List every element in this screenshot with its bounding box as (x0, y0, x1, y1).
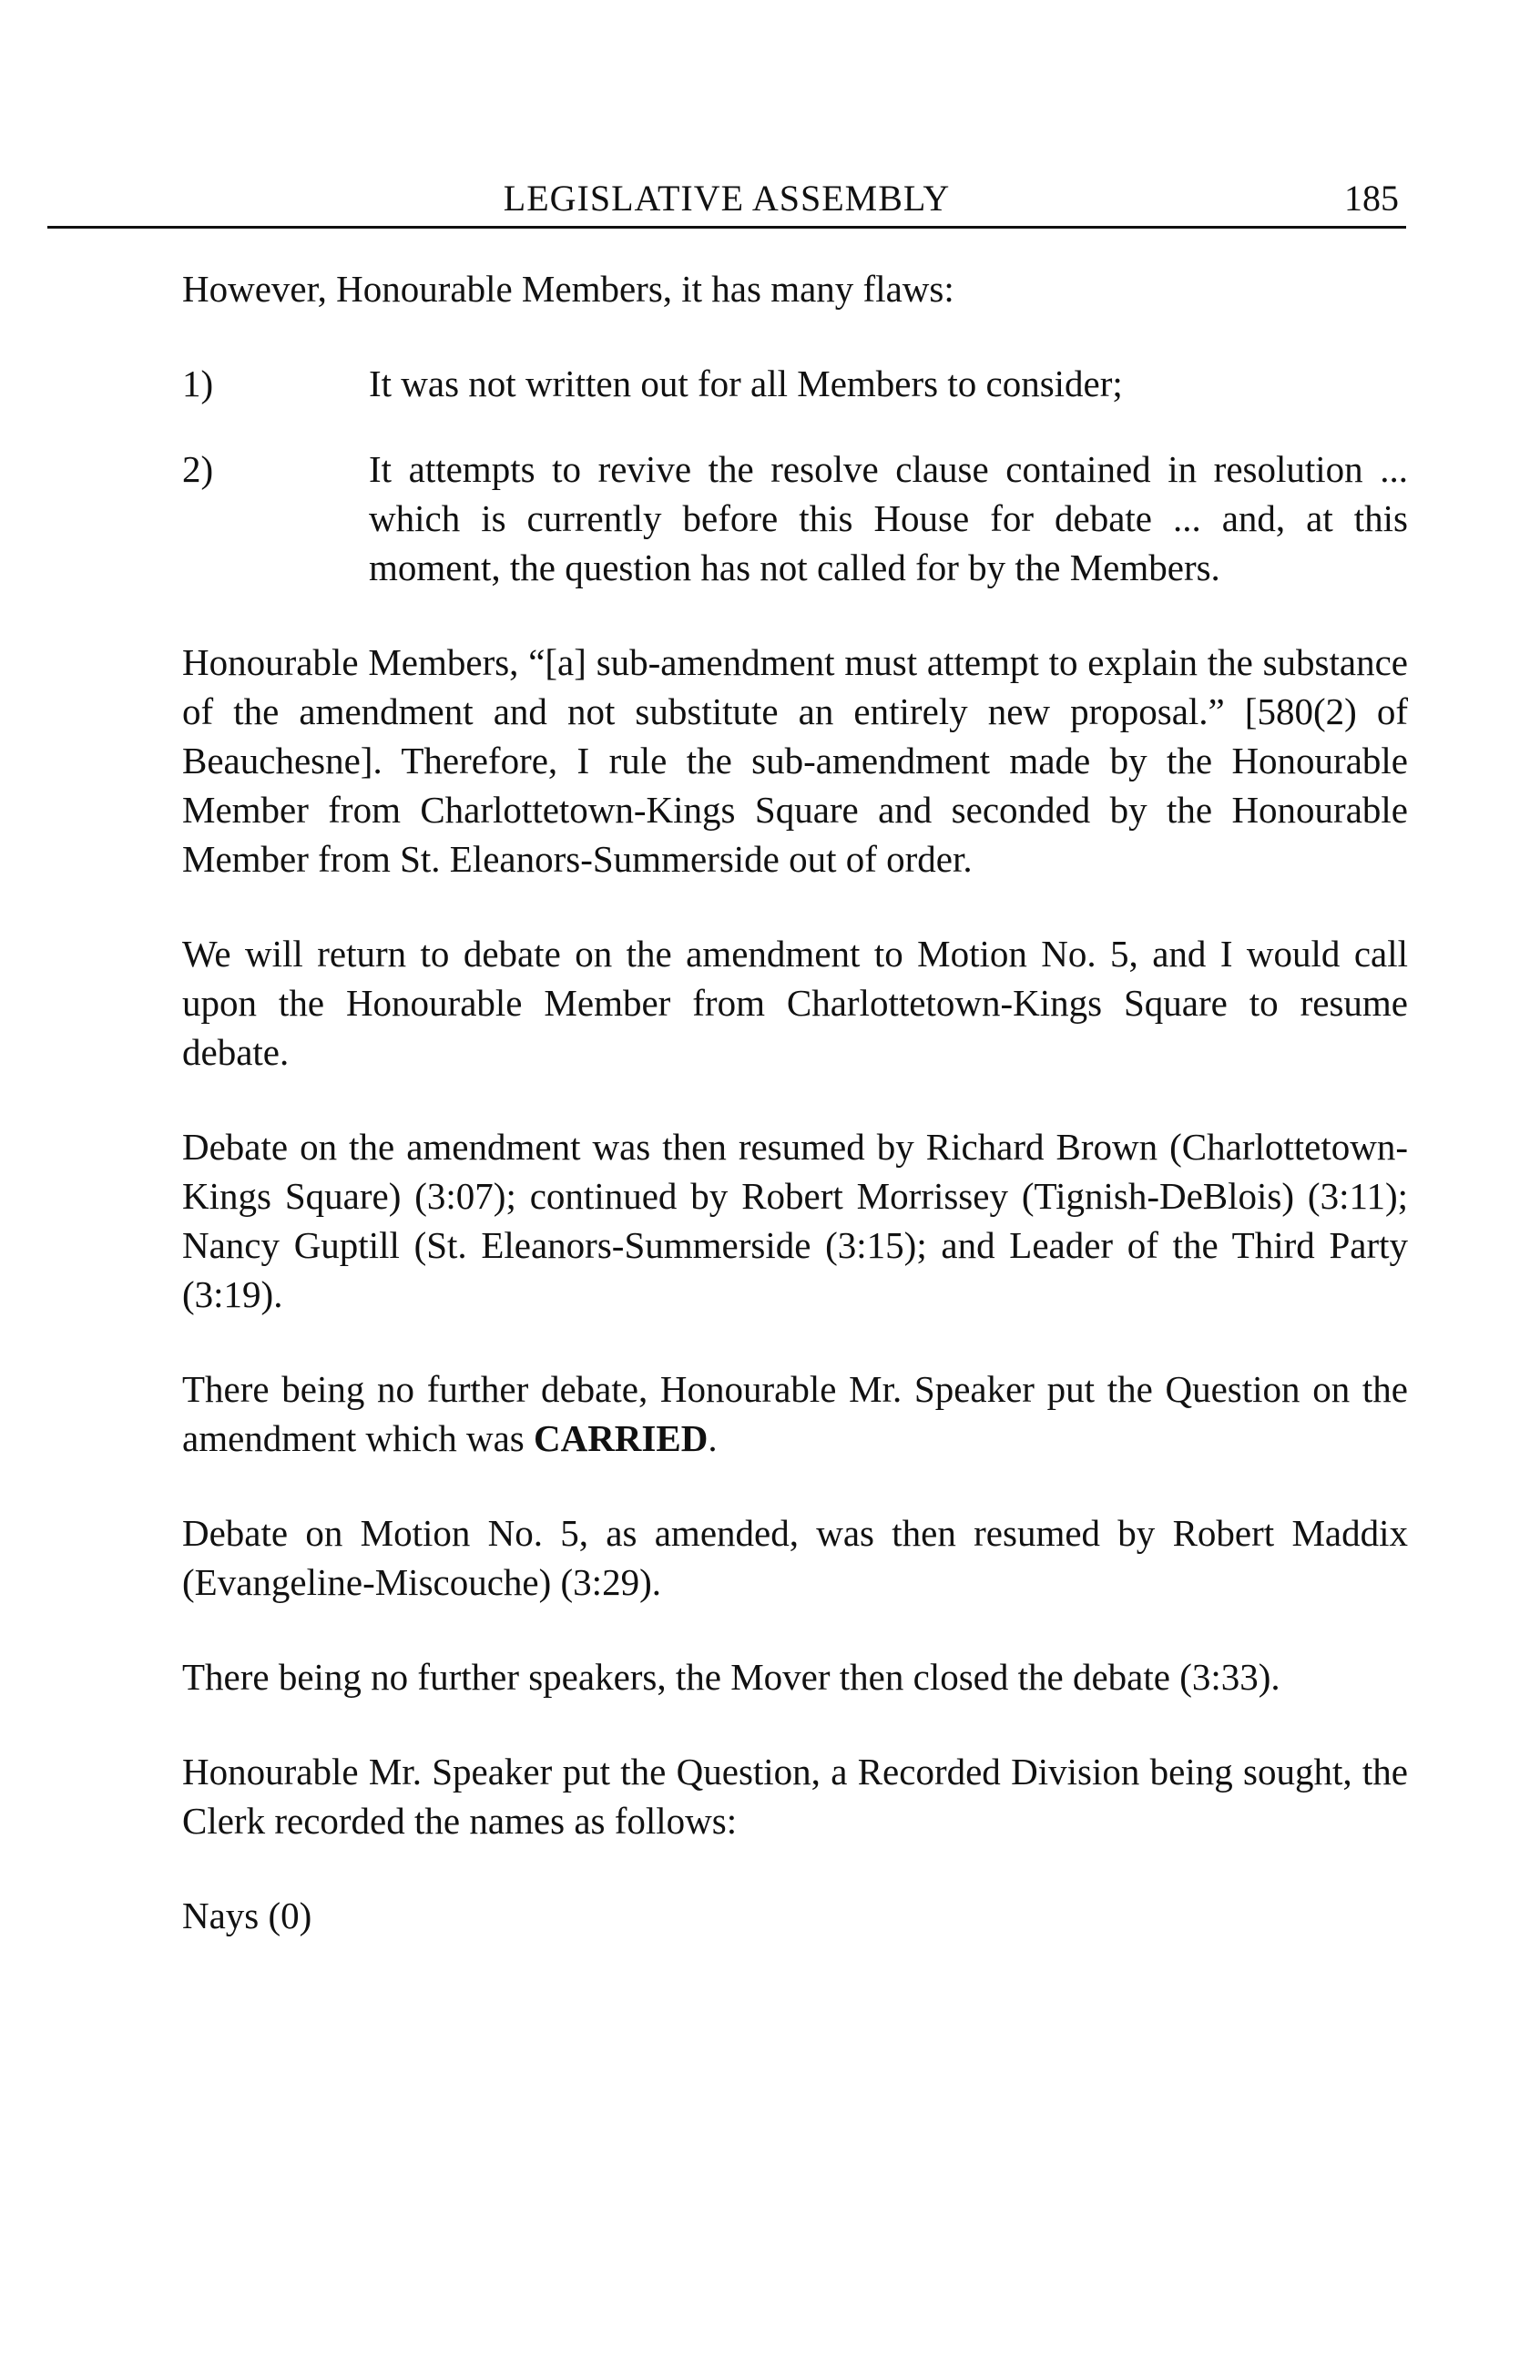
paragraph-intro: However, Honourable Members, it has many flaws: (182, 268, 954, 310)
question-put-text: There being no further debate, Honourable Mr. Speaker put the Question on the amendment which was (182, 1368, 1408, 1459)
question-put-period: . (708, 1417, 718, 1459)
list-item-number: 2) (182, 448, 214, 490)
carried-result: CARRIED (533, 1417, 709, 1459)
document-body (182, 264, 1408, 1986)
paragraph-recorded-division: Honourable Mr. Speaker put the Question, a Recorded Division being sought, the Clerk recorded the names as follows: (182, 1751, 1408, 1842)
list-item (182, 444, 1408, 592)
paragraph-ruling: Honourable Members, “[a] sub-amendment must attempt to explain the substance of the amendment and not substitute an entirely new proposal.” [580(2) of Beauchesne]. Therefore, I rule the sub-amendment made by the Honourable Member from Charlottetown-Kings Square and seconded by the Honourable Member from St. Eleanors-Summerside out of order. (182, 641, 1408, 880)
list-item-text: It attempts to revive the resolve clause contained in resolution ... which is currently before this House for debate ... and, at this moment, the question has not called for by the Members. (369, 448, 1408, 588)
paragraph-debate-resumed: Debate on the amendment was then resumed by Richard Brown (Charlottetown-Kings Square) (3:07); continued by Robert Morrissey (Tignish-DeBlois) (3:11); Nancy Guptill (St. Eleanors-Summerside (3:15); and Leader of the Third Party (3:19). (182, 1126, 1408, 1315)
page-number: 185 (1344, 178, 1399, 219)
header-title: LEGISLATIVE ASSEMBLY (503, 178, 951, 219)
running-header (47, 175, 1406, 229)
list-item-text: It was not written out for all Members to consider; (369, 363, 1123, 404)
list-item-number: 1) (182, 363, 214, 404)
paragraph-mover-closed: There being no further speakers, the Mover then closed the debate (3:33). (182, 1656, 1280, 1698)
paragraph-return-debate: We will return to debate on the amendment to Motion No. 5, and I would call upon the Honourable Member from Charlottetown-Kings Square to resume debate. (182, 933, 1408, 1073)
nays-heading: Nays (0) (182, 1895, 312, 1936)
paragraph-motion-debate: Debate on Motion No. 5, as amended, was then resumed by Robert Maddix (Evangeline-Miscouche) (3:29). (182, 1512, 1408, 1603)
paragraph-question-put (182, 1364, 1408, 1463)
list-item (182, 359, 1408, 408)
